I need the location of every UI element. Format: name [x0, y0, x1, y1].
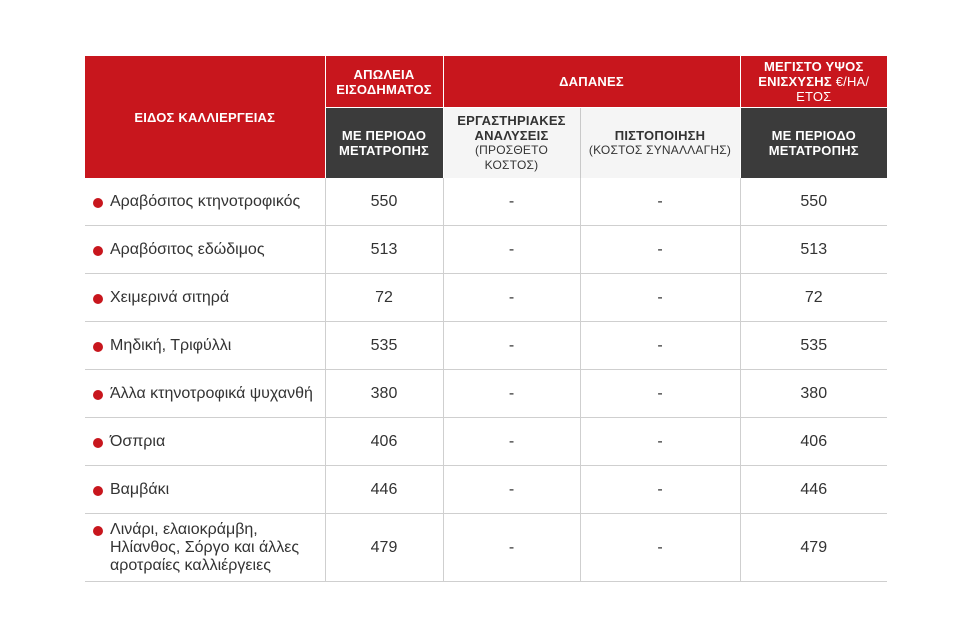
cert-cost-cell: -: [580, 322, 740, 370]
income-loss-cell: 535: [325, 322, 443, 370]
bullet-icon: [93, 526, 103, 536]
crop-cell: [85, 274, 325, 322]
crop-name: Λινάρι, ελαιοκράμβη, Ηλίανθος, Σόργο και άλλες αροτραίες καλλιέργειες: [110, 520, 300, 574]
table-row: [85, 178, 887, 226]
crop-name: Μηδική, Τριφύλλι: [110, 336, 232, 354]
conversion-period-header-2: ΜΕ ΠΕΡΙΟΔΟ ΜΕΤΑΤΡΟΠΗΣ: [740, 108, 887, 179]
crop-cell: [85, 514, 325, 582]
crop-type-header: ΕΙΔΟΣ ΚΑΛΛΙΕΡΓΕΙΑΣ: [85, 56, 325, 178]
conversion-period-header-1: ΜΕ ΠΕΡΙΟΔΟ ΜΕΤΑΤΡΟΠΗΣ: [325, 108, 443, 179]
cert-cost-cell: -: [580, 274, 740, 322]
lab-cost-cell: -: [443, 418, 580, 466]
table-row: [85, 370, 887, 418]
max-support-cell: 380: [740, 370, 887, 418]
lab-analyses-note: (ΠΡΟΣΘΕΤΟ ΚΟΣΤΟΣ): [474, 143, 548, 172]
table-row: [85, 514, 887, 582]
lab-cost-cell: -: [443, 466, 580, 514]
lab-cost-cell: -: [443, 178, 580, 226]
crop-cell: [85, 466, 325, 514]
lab-analyses-label: ΕΡΓΑΣΤΗΡΙΑΚΕΣ ΑΝΑΛΥΣΕΙΣ: [457, 113, 566, 143]
bullet-icon: [93, 438, 103, 448]
crop-cell: [85, 418, 325, 466]
costs-header: ΔΑΠΑΝΕΣ: [443, 56, 740, 108]
crop-name: Αραβόσιτος εδώδιμος: [110, 240, 265, 258]
cert-cost-cell: -: [580, 418, 740, 466]
cert-cost-cell: -: [580, 370, 740, 418]
lab-cost-cell: -: [443, 514, 580, 582]
crop-cell: [85, 370, 325, 418]
lab-cost-cell: -: [443, 370, 580, 418]
income-loss-cell: 513: [325, 226, 443, 274]
income-loss-header: ΑΠΩΛΕΙΑ ΕΙΣΟΔΗΜΑΤΟΣ: [325, 56, 443, 108]
cert-cost-cell: -: [580, 178, 740, 226]
bullet-icon: [93, 342, 103, 352]
crop-name: Χειμερινά σιτηρά: [110, 288, 230, 306]
max-support-cell: 406: [740, 418, 887, 466]
lab-analyses-header: [443, 108, 580, 179]
certification-header: [580, 108, 740, 179]
crop-cell: [85, 322, 325, 370]
income-loss-cell: 380: [325, 370, 443, 418]
max-support-title: ΜΕΓΙΣΤΟ ΥΨΟΣ ΕΝΙΣΧΥΣΗΣ: [758, 59, 864, 89]
cert-cost-cell: -: [580, 514, 740, 582]
bullet-icon: [93, 486, 103, 496]
cert-cost-cell: -: [580, 466, 740, 514]
bullet-icon: [93, 198, 103, 208]
income-loss-cell: 406: [325, 418, 443, 466]
bullet-icon: [93, 294, 103, 304]
max-support-header: [740, 56, 887, 108]
crop-name: Βαμβάκι: [110, 480, 170, 498]
cert-cost-cell: -: [580, 226, 740, 274]
max-support-cell: 535: [740, 322, 887, 370]
income-loss-cell: 72: [325, 274, 443, 322]
crop-cell: [85, 178, 325, 226]
table-row: [85, 226, 887, 274]
max-support-cell: 513: [740, 226, 887, 274]
crop-name: Όσπρια: [110, 432, 166, 450]
income-loss-cell: 550: [325, 178, 443, 226]
support-table: [85, 56, 887, 582]
table-row: [85, 322, 887, 370]
max-support-unit: €/ΗΑ/ΕΤΟΣ: [796, 74, 870, 104]
max-support-cell: 446: [740, 466, 887, 514]
bullet-icon: [93, 390, 103, 400]
lab-cost-cell: -: [443, 322, 580, 370]
income-loss-cell: 446: [325, 466, 443, 514]
table-row: [85, 418, 887, 466]
crop-cell: [85, 226, 325, 274]
crop-name: Άλλα κτηνοτροφικά ψυχανθή: [110, 384, 313, 402]
max-support-cell: 550: [740, 178, 887, 226]
certification-note: (ΚΟΣΤΟΣ ΣΥΝΑΛΛΑΓΗΣ): [588, 143, 732, 157]
certification-label: ΠΙΣΤΟΠΟΙΗΣΗ: [614, 128, 706, 143]
income-loss-cell: 479: [325, 514, 443, 582]
bullet-icon: [93, 246, 103, 256]
lab-cost-cell: -: [443, 226, 580, 274]
max-support-cell: 72: [740, 274, 887, 322]
crop-name: Αραβόσιτος κτηνοτροφικός: [110, 192, 301, 210]
lab-cost-cell: -: [443, 274, 580, 322]
table-row: [85, 274, 887, 322]
table-row: [85, 466, 887, 514]
max-support-cell: 479: [740, 514, 887, 582]
